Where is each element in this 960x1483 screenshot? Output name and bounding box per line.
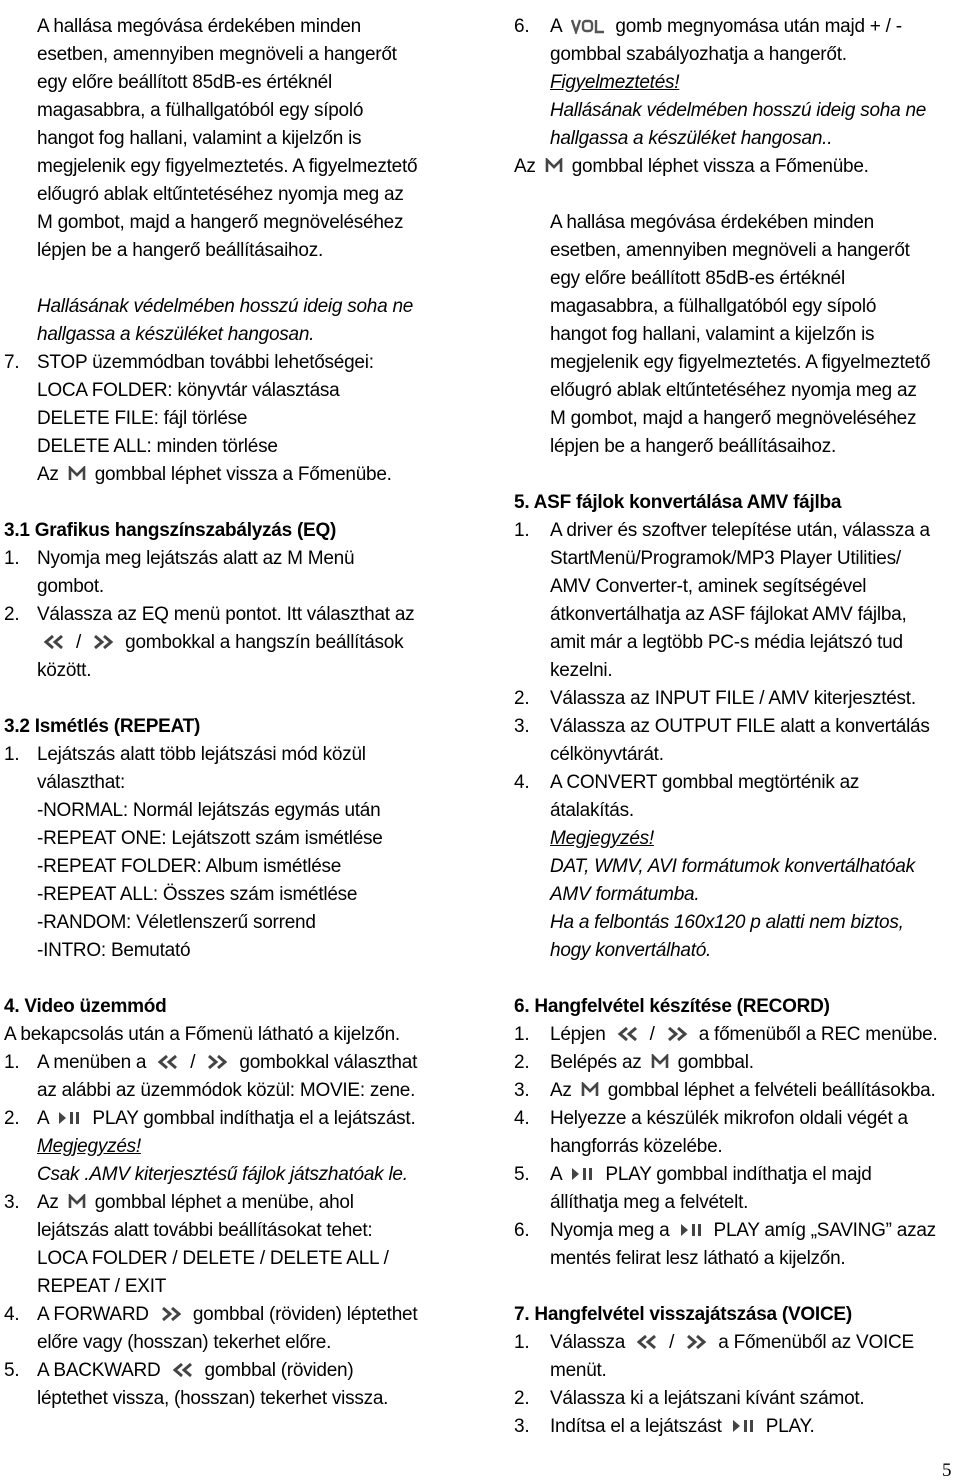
text-segment: 2. [4, 604, 20, 625]
text-line [514, 769, 529, 797]
fast-forward-icon [683, 1334, 709, 1350]
text-segment: A menüben a [37, 1052, 152, 1073]
text-segment: előre vagy (hosszan) tekerhet előre. [37, 1332, 332, 1353]
text-segment: hangot fog hallani, valamint a kijelzőn is [37, 128, 362, 149]
text-segment: 3.1 Grafikus hangszínszabályzás (EQ) [4, 520, 337, 541]
text-segment: hogy konvertálható. [550, 940, 712, 961]
text-line [37, 1049, 417, 1077]
text-segment: léptethet vissza, (hosszan) tekerhet vissza. [37, 1388, 389, 1409]
text-line [550, 405, 916, 433]
text-line [550, 69, 679, 97]
text-line [550, 937, 711, 965]
text-line [37, 573, 104, 601]
text-segment: -RANDOM: Véletlenszerű sorrend [37, 912, 316, 933]
text-line [550, 601, 907, 629]
section-heading [4, 517, 336, 545]
rewind-icon [155, 1054, 181, 1070]
text-line [37, 937, 190, 965]
m-button-icon [651, 1054, 669, 1070]
text-line [37, 1105, 416, 1133]
text-segment: Megjegyzés! [550, 828, 654, 849]
text-line [37, 909, 316, 937]
text-line [550, 125, 832, 153]
text-line [4, 1049, 19, 1077]
text-segment: Csak .AMV kiterjesztésű fájlok játszhatóak le. [37, 1164, 408, 1185]
text-line [37, 349, 374, 377]
text-segment: 2. [514, 1052, 530, 1073]
text-line [37, 1217, 372, 1245]
text-segment: PLAY amíg „SAVING” azaz [708, 1220, 936, 1241]
section-heading [514, 489, 841, 517]
text-segment: / [644, 1024, 660, 1045]
m-button-icon [581, 1082, 599, 1098]
text-line [550, 41, 847, 69]
text-line [37, 769, 125, 797]
text-line [37, 657, 91, 685]
text-segment: StartMenü/Programok/MP3 Player Utilities/ [550, 548, 901, 569]
text-segment: gombbal léphet vissza a Főmenübe. [89, 464, 392, 485]
text-line [550, 1357, 607, 1385]
text-segment: hallgassa a készüléket hangosan.. [550, 128, 833, 149]
text-segment: REPEAT / EXIT [37, 1276, 167, 1297]
text-segment: A hallása megóvása érdekében minden [550, 212, 874, 233]
text-line [37, 797, 380, 825]
text-segment: 5. ASF fájlok konvertálása AMV fájlba [514, 492, 842, 513]
text-segment: A driver és szoftver telepítése után, válassza a [550, 520, 930, 541]
text-line [514, 1385, 529, 1413]
text-segment: Az [514, 156, 541, 177]
text-line [37, 545, 354, 573]
text-line [37, 1385, 388, 1413]
text-segment: Ha a felbontás 160x120 p alatti nem biztos, [550, 912, 904, 933]
text-segment: Válassza ki a lejátszani kívánt számot. [550, 1388, 865, 1409]
section-heading [514, 993, 830, 1021]
text-line [550, 1245, 845, 1273]
text-segment: megjelenik egy figyelmeztetés. A figyelmeztető [550, 352, 931, 373]
text-segment: lépjen be a hangerő beállításaihoz. [37, 240, 323, 261]
text-line [550, 1133, 722, 1161]
text-segment: 4. [514, 1108, 530, 1129]
rewind-icon [615, 1026, 641, 1042]
text-line [37, 293, 413, 321]
text-segment: gombbal léphet a menübe, ahol [89, 1192, 354, 1213]
text-line [550, 657, 612, 685]
fast-forward-icon [664, 1026, 690, 1042]
text-segment: 6. [514, 1220, 530, 1241]
text-line [550, 1217, 936, 1245]
text-segment: Belépés az [550, 1052, 647, 1073]
text-segment: 1. [4, 1052, 20, 1073]
m-button-icon [545, 158, 563, 174]
text-segment: -NORMAL: Normál lejátszás egymás után [37, 800, 381, 821]
text-segment: gombbal léphet vissza a Főmenübe. [566, 156, 869, 177]
text-segment: Válassza az EQ menü pontot. Itt választhat az [37, 604, 415, 625]
text-segment: mentés felirat lesz látható a kijelzőn. [550, 1248, 846, 1269]
text-segment: a Főmenüből az VOICE [713, 1332, 914, 1353]
text-line [550, 545, 901, 573]
text-line [37, 1189, 354, 1217]
text-segment: Indítsa el a lejátszást [550, 1416, 727, 1437]
text-line [37, 97, 363, 125]
text-line [550, 1021, 938, 1049]
text-line [514, 1049, 529, 1077]
text-line [514, 713, 529, 741]
text-line [37, 321, 314, 349]
text-segment: gombot. [37, 576, 104, 597]
text-line [37, 601, 414, 629]
text-line [37, 13, 361, 41]
vol-button-icon [570, 18, 606, 34]
text-segment: a főmenüből a REC menübe. [693, 1024, 938, 1045]
text-line [514, 1329, 529, 1357]
text-segment: gombbal (röviden) [199, 1360, 354, 1381]
text-segment: LOCA FOLDER / DELETE / DELETE ALL / [37, 1248, 389, 1269]
text-segment: A hallása megóvása érdekében minden [37, 16, 361, 37]
text-line [550, 97, 926, 125]
text-line [37, 237, 323, 265]
text-segment: magasabbra, a fülhallgatóból egy sípoló [550, 296, 877, 317]
text-segment: Helyezze a készülék mikrofon oldali végét a [550, 1108, 908, 1129]
text-segment: STOP üzemmódban további lehetőségei: [37, 352, 374, 373]
text-line [550, 881, 699, 909]
text-segment: -REPEAT ALL: Összes szám ismétlése [37, 884, 358, 905]
text-segment: megjelenik egy figyelmeztetés. A figyelmeztető [37, 156, 418, 177]
text-segment: A [37, 1108, 54, 1129]
text-segment: Az [37, 1192, 64, 1213]
text-line [37, 1301, 417, 1329]
text-line [550, 321, 874, 349]
text-segment: egy előre beállított 85dB-es értéknél [37, 72, 332, 93]
section-heading [4, 713, 200, 741]
rewind-icon [170, 1362, 196, 1378]
text-line [37, 69, 332, 97]
text-line [4, 741, 19, 769]
text-segment: Hallásának védelmében hosszú ideig soha ne [550, 100, 927, 121]
text-segment: állíthatja meg a felvételt. [550, 1192, 749, 1213]
text-segment: Figyelmeztetés! [550, 72, 680, 93]
text-segment: 7. [4, 352, 20, 373]
text-line [550, 629, 903, 657]
text-line [550, 825, 654, 853]
text-line [514, 1217, 529, 1245]
text-segment: 1. [4, 744, 20, 765]
text-segment: 6. Hangfelvétel készítése (RECORD) [514, 996, 830, 1017]
text-segment: M gombot, majd a hangerő megnöveléséhez [37, 212, 404, 233]
text-segment: A CONVERT gombbal megtörténik az [550, 772, 860, 793]
text-segment: A bekapcsolás után a Főmenü látható a kijelzőn. [4, 1024, 400, 1045]
text-segment: gombbal szabályozhatja a hangerőt. [550, 44, 847, 65]
text-segment: 6. [514, 16, 530, 37]
text-segment: -INTRO: Bemutató [37, 940, 191, 961]
text-segment: magasabbra, a fülhallgatóból egy sípoló [37, 100, 364, 121]
section-heading [4, 993, 166, 1021]
text-segment: célkönyvtárát. [550, 744, 664, 765]
text-segment: / [185, 1052, 201, 1073]
text-segment: A [550, 16, 567, 37]
text-segment: Nyomja meg a [550, 1220, 675, 1241]
text-line [4, 1105, 19, 1133]
text-line [514, 13, 529, 41]
text-line [37, 405, 247, 433]
text-segment: lépjen be a hangerő beállításaihoz. [550, 436, 836, 457]
text-segment: PLAY gombbal indíthatja el a lejátszást. [87, 1108, 416, 1129]
text-line [550, 853, 915, 881]
text-segment: kezelni. [550, 660, 613, 681]
text-line [37, 853, 341, 881]
text-segment: Válassza az OUTPUT FILE alatt a konvertálás [550, 716, 930, 737]
text-line [37, 209, 403, 237]
text-segment: 3. [514, 1416, 530, 1437]
text-line [550, 573, 866, 601]
text-segment: amit már a legtöbb PC-s média lejátszó tud [550, 632, 903, 653]
text-line [550, 377, 917, 405]
text-line [550, 769, 859, 797]
text-segment: Megjegyzés! [37, 1136, 141, 1157]
text-segment: AMV Converter-t, aminek segítségével [550, 576, 867, 597]
text-segment: / [71, 632, 87, 653]
text-segment: egy előre beállított 85dB-es értéknél [550, 268, 845, 289]
text-segment: Az [37, 464, 64, 485]
text-segment: / [664, 1332, 680, 1353]
text-segment: az alábbi az üzemmódok közül: MOVIE: zene. [37, 1080, 416, 1101]
text-segment: 5. [514, 1164, 530, 1185]
text-segment: 4. [4, 1304, 20, 1325]
text-segment: AMV formátumba. [550, 884, 700, 905]
text-line [550, 1049, 754, 1077]
text-segment: A BACKWARD [37, 1360, 166, 1381]
text-line [4, 349, 19, 377]
text-line [550, 209, 874, 237]
text-segment: -REPEAT FOLDER: Album ismétlése [37, 856, 342, 877]
text-line [550, 1413, 815, 1441]
rewind-icon [41, 634, 67, 650]
text-segment: DELETE FILE: fájl törlése [37, 408, 248, 429]
text-segment: Lejátszás alatt több lejátszási mód közül [37, 744, 366, 765]
text-segment: Hallásának védelmében hosszú ideig soha ne [37, 296, 414, 317]
text-segment: gombbal léphet a felvételi beállításokba. [602, 1080, 936, 1101]
text-segment: M gombot, majd a hangerő megnöveléséhez [550, 408, 917, 429]
text-line [37, 1133, 141, 1161]
text-line [37, 377, 339, 405]
text-line [514, 517, 529, 545]
text-line [37, 433, 278, 461]
fast-forward-icon [204, 1054, 230, 1070]
fast-forward-icon [158, 1306, 184, 1322]
text-line [550, 265, 845, 293]
text-line [514, 1413, 529, 1441]
text-line [4, 601, 19, 629]
text-segment: 4. Video üzemmód [4, 996, 167, 1017]
text-line [37, 181, 404, 209]
text-line [37, 125, 361, 153]
text-segment: választhat: [37, 772, 126, 793]
text-line [550, 237, 910, 265]
play-pause-icon [570, 1166, 596, 1182]
text-segment: előugró ablak eltűntetéséhez nyomja meg az [550, 380, 917, 401]
text-segment: esetben, amennyiben megnöveli a hangerőt [550, 240, 910, 261]
text-line [37, 41, 397, 69]
text-segment: LOCA FOLDER: könyvtár választása [37, 380, 340, 401]
play-pause-icon [679, 1222, 705, 1238]
text-line [37, 1161, 408, 1189]
text-segment: 1. [514, 1024, 530, 1045]
text-segment: Lépjen [550, 1024, 611, 1045]
text-segment: A [550, 1164, 567, 1185]
text-segment: 1. [514, 520, 530, 541]
text-segment: 4. [514, 772, 530, 793]
text-line [550, 1189, 748, 1217]
text-line [550, 13, 902, 41]
text-line [550, 909, 904, 937]
text-segment: menüt. [550, 1360, 607, 1381]
text-line [550, 517, 930, 545]
text-segment: PLAY gombbal indíthatja el majd [600, 1164, 872, 1185]
text-line [37, 1329, 331, 1357]
text-line [550, 713, 930, 741]
text-segment: között. [37, 660, 92, 681]
text-segment: Válassza [550, 1332, 631, 1353]
text-segment: 3. [4, 1192, 20, 1213]
text-line [550, 1077, 935, 1105]
text-segment: 3. [514, 1080, 530, 1101]
text-line [514, 1161, 529, 1189]
text-line [4, 1189, 19, 1217]
text-line [550, 433, 836, 461]
text-line [550, 797, 634, 825]
text-line [37, 1357, 353, 1385]
text-segment: 2. [514, 1388, 530, 1409]
text-segment: 7. Hangfelvétel visszajátszása (VOICE) [514, 1304, 852, 1325]
text-line [37, 881, 357, 909]
text-segment: gombbal. [672, 1052, 754, 1073]
text-segment: gomb megnyomása után majd + / - [610, 16, 902, 37]
text-segment: 3. [514, 716, 530, 737]
text-segment: lejátszás alatt további beállításokat tehet: [37, 1220, 373, 1241]
text-segment: 2. [4, 1108, 20, 1129]
text-segment: DELETE ALL: minden törlése [37, 436, 278, 457]
text-line [37, 1245, 389, 1273]
text-line [514, 685, 529, 713]
text-line [4, 1301, 19, 1329]
text-segment: hallgassa a készüléket hangosan. [37, 324, 315, 345]
text-segment: Válassza az INPUT FILE / AMV kiterjesztést. [550, 688, 916, 709]
text-segment: előugró ablak eltűntetéséhez nyomja meg az [37, 184, 404, 205]
text-line [550, 1329, 914, 1357]
text-segment: 3.2 Ismétlés (REPEAT) [4, 716, 201, 737]
text-line [37, 629, 403, 657]
text-line [37, 1273, 166, 1301]
text-segment: gombokkal a hangszín beállítások [120, 632, 404, 653]
text-line [550, 349, 930, 377]
text-segment: gombbal (röviden) léptethet [187, 1304, 418, 1325]
text-line [514, 1105, 529, 1133]
text-line [514, 1077, 529, 1105]
text-line [37, 153, 417, 181]
text-line [550, 1161, 872, 1189]
text-line [550, 685, 916, 713]
text-segment: A FORWARD [37, 1304, 154, 1325]
text-segment: Az [550, 1080, 577, 1101]
text-line [514, 1021, 529, 1049]
text-segment: átkonvertálhatja az ASF fájlokat AMV fájlba, [550, 604, 907, 625]
text-segment: gombokkal választhat [234, 1052, 418, 1073]
text-line [37, 1077, 415, 1105]
text-segment: -REPEAT ONE: Lejátszott szám ismétlése [37, 828, 383, 849]
text-segment: esetben, amennyiben megnöveli a hangerőt [37, 44, 397, 65]
text-line [550, 293, 876, 321]
text-segment: 5. [4, 1360, 20, 1381]
rewind-icon [634, 1334, 660, 1350]
text-line [4, 1357, 19, 1385]
section-heading [514, 1301, 852, 1329]
text-segment: 1. [514, 1332, 530, 1353]
text-line [37, 825, 383, 853]
text-segment: hangot fog hallani, valamint a kijelzőn is [550, 324, 875, 345]
m-button-icon [68, 466, 86, 482]
text-segment: 2. [514, 688, 530, 709]
text-segment: PLAY. [760, 1416, 815, 1437]
text-segment: hangforrás közelébe. [550, 1136, 723, 1157]
text-line [514, 153, 869, 181]
page-number: 5 [942, 1460, 952, 1481]
text-segment: 1. [4, 548, 20, 569]
fast-forward-icon [90, 634, 116, 650]
play-pause-icon [57, 1110, 83, 1126]
text-segment: átalakítás. [550, 800, 634, 821]
text-line [37, 461, 392, 489]
text-line [4, 545, 19, 573]
text-line [4, 1021, 400, 1049]
text-line [37, 741, 366, 769]
m-button-icon [68, 1194, 86, 1210]
text-line [550, 741, 664, 769]
text-line [550, 1385, 864, 1413]
play-pause-icon [731, 1418, 757, 1434]
text-line [550, 1105, 908, 1133]
text-segment: Nyomja meg lejátszás alatt az M Menü [37, 548, 355, 569]
text-segment: DAT, WMV, AVI formátumok konvertálhatóak [550, 856, 915, 877]
